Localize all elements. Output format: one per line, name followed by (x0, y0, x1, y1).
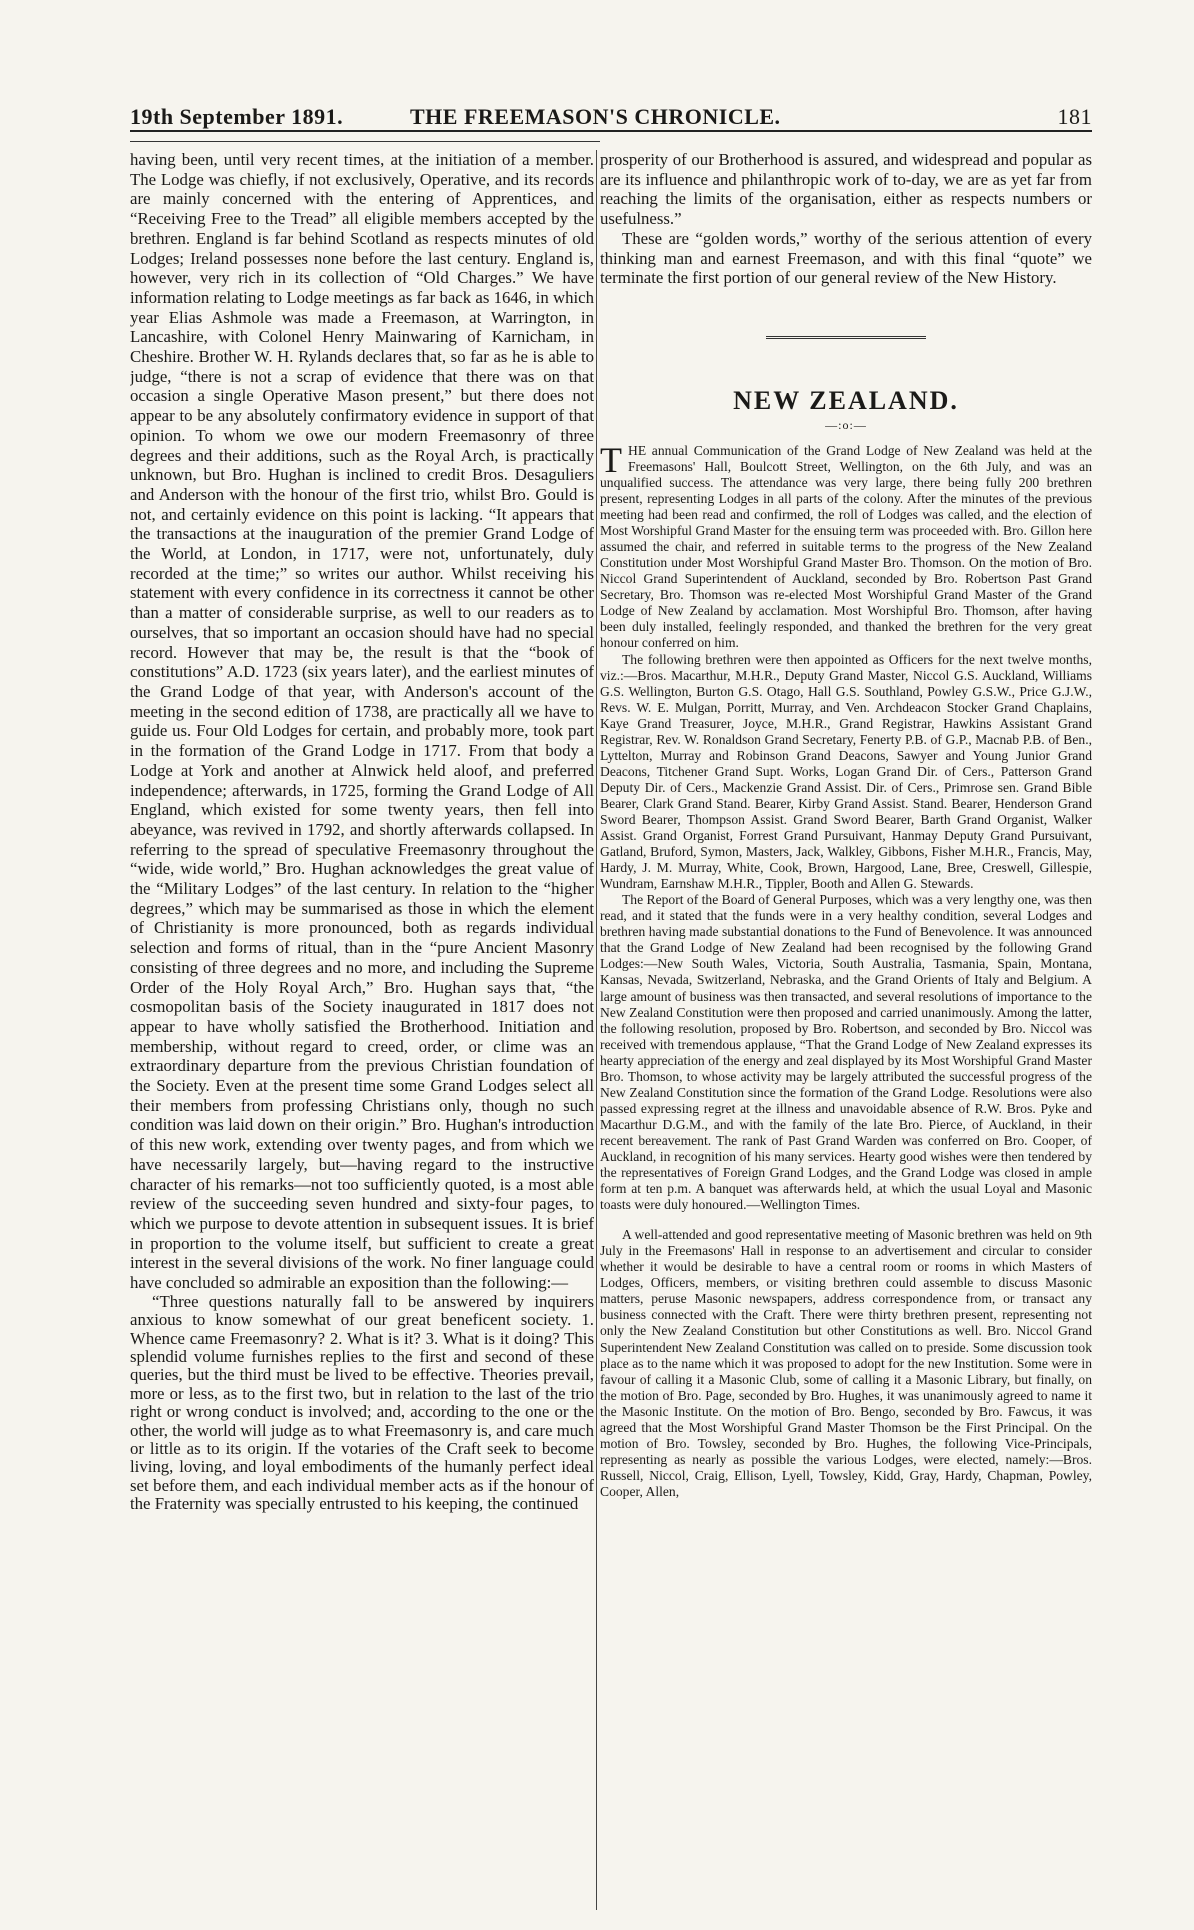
article-paragraph: These are “golden words,” worthy of the serious attention of every thinking man and earnest Freemason, and with this final “quote” we terminate the first portion of our general review of the New History. (600, 228, 1092, 288)
drop-cap: T (600, 439, 622, 480)
article-paragraph: prosperity of our Brotherhood is assured, and widespread and popular as are its influence and philanthropic work of to-day, we are as yet far from reaching the limits of the organisation, either as respects numbers or usefulness.” (600, 150, 1092, 229)
news-paragraph: A well-attended and good representative meeting of Masonic brethren was held on 9th July in the Freemasons' Hall in response to an advertisement and circular to consider whether it would be desirable to have a central room or rooms in which Masters of Lodges, Officers, members, or visiting brethren could assemble to discuss Masonic matters, peruse Masonic newspapers, address correspondence from, or transact any business connected with the Craft. There were thirty brethren present, representing not only the New Zealand Constitution but other Constitutions as well. Bro. Niccol Grand Superintendent New Zealand Constitution was called on to preside. Some discussion took place as to the name which it was proposed to adopt for the new Institution. Some were in favour of calling it a Masonic Club, some of calling it a Masonic Library, but finally, on the motion of Bro. Page, seconded by Bro. Hughes, it was unanimously agreed to name it the Masonic Institute. On the motion of Bro. Bengo, seconded by Bro. Fawcus, it was agreed that the Most Worshipful Grand Master Thomson be the First Principal. On the motion of Bro. Towsley, seconded by Bro. Hughes, the following Vice-Principals, representing as nearly as possible the various Lodges, were elected, namely:—Bros. Russell, Niccol, Craig, Ellison, Lyell, Towsley, Kidd, Gray, Hardy, Chapman, Powley, Cooper, Allen, (600, 1227, 1092, 1499)
section-rule (766, 336, 926, 342)
page-number: 181 (1057, 104, 1092, 129)
quoted-paragraph: “Three questions naturally fall to be answered by inquirers anxious to know somewhat of our great beneficent society. 1. Whence came Freemasonry? 2. What is it? 3. What is it doing? This splendid volume furnishes replies to the first and second of these queries, but the third must be lived to be effective. Theories prevail, more or less, as to the first two, but in relation to the last of the trio right or wrong conduct is involved; and, according to the one or the other, the world will judge as to what Freemasonry is, and care much or little as to its origin. If the votaries of the Craft seek to become living, loving, and loyal embodiments of the humanly perfect ideal set before them, and each individual member acts as if the honour of the Fraternity was specially entrusted to his keeping, the continued (130, 1291, 594, 1514)
news-paragraph: The Report of the Board of General Purposes, which was a very lengthy one, was then read, and it stated that the funds were in a very healthy condition, several Lodges and brethren having made substantial donations to the Fund of Benevolence. It was announced that the Grand Lodge of New Zealand had been recognised by the following Grand Lodges:—New South Wales, Victoria, South Australia, Tasmania, Spain, Montana, Kansas, Nevada, Switzerland, Nebraska, and the Grand Orients of Italy and Belgium. A large amount of business was then transacted, and several resolutions of importance to the New Zealand Constitution were then proposed and carried unanimously. Among the latter, the following resolution, proposed by Bro. Robertson, and seconded by Bro. Niccol was received with tremendous applause, “That the Grand Lodge of New Zealand expresses its hearty appreciation of the energy and zeal displayed by its Most Worshipful Grand Master Bro. Thomson, to whose activity may be largely attributed the successful progress of the New Zealand Constitution since the formation of the Grand Lodge. Resolutions were also passed expressing regret at the illness and unavoidable absence of R.W. Bros. Pyke and Macarthur D.G.M., and with the family of the late Bro. Pierce, of Auckland, in their recent bereavement. The rank of Past Grand Warden was conferred on Bro. Cooper, of Auckland, in recognition of his many services. Hearty good wishes were then tendered by the representatives of Foreign Grand Lodges, and the Grand Lodge was closed in ample form at ten p.m. A banquet was afterwards held, at which the usual Loyal and Masonic toasts were duly honoured.—Wellington Times. (600, 892, 1092, 1213)
left-column (130, 150, 594, 1910)
article-paragraph: having been, until very recent times, at the initiation of a member. The Lodge was chiefly, if not exclusively, Operative, and its records are mainly concerned with the entering of Apprentices, and “Receiving Free to the Tread” all eligible members accepted by the brethren. England is far behind Scotland as respects minutes of old Lodges; Ireland possesses none before the last century. England is, however, very rich in its collection of “Old Charges.” We have information relating to Lodge meetings as far back as 1646, in which year Elias Ashmole was made a Freemason, at Warrington, in Lancashire, with Colonel Henry Mainwaring of Karnicham, in Cheshire. Brother W. H. Rylands declares that, so far as he is able to judge, “there is not a scrap of evidence that there was on that occasion a single Operative Mason present,” but there does not appear to be any absolutely confirmatory evidence in support of that opinion. To whom we owe our modern Freemasonry of three degrees and their additions, such as the Royal Arch, is practically unknown, but Bro. Hughan is inclined to credit Bros. Desaguliers and Anderson with the honour of the first trio, whilst Bro. Gould is not, and certainly evidence on this point is lacking. “It appears that the transactions at the inauguration of the premier Grand Lodge of the World, at London, in 1717, were not, unfortunately, duly recorded at the time;” so writes our author. Whilst receiving his statement with every confidence in its correctness it cannot be other than a matter of considerable surprise, as well to our readers as to ourselves, that so important an occasion should have had no special record. However that may be, the result is that the “book of constitutions” A.D. 1723 (six years later), and the earliest minutes of the Grand Lodge of that year, with Anderson's account of the meeting in the second edition of 1738, are practically all we have to guide us. Four Old Lodges for certain, and probably more, took part in the formation of the Grand Lodge in 1717. From that body a Lodge at York and another at Alnwick held aloof, and preferred independence; afterwards, in 1725, forming the Grand Lodge of All England, which existed for some twenty years, then fell into abeyance, was revived in 1792, and shortly afterwards collapsed. In referring to the spread of speculative Freemasonry throughout the “wide, wide world,” Bro. Hughan acknowledges the great value of the “Military Lodges” of the last century. In relation to the “higher degrees,” which may be summarised as those in which the element of Christianity is more pronounced, both as regards individual selection and forms of ritual, than in the “pure Ancient Masonry consisting of three degrees and no more, and including the Supreme Order of the Holy Royal Arch,” Bro. Hughan says that, “the cosmopolitan basis of the Society inaugurated in 1817 does not appear to have wholly satisfied the Brotherhood. Initiation and membership, without regard to creed, order, or clime was an extraordinary departure from the previous Christian foundation of the Society. Even at the present time some Grand Lodges select all their members from professing Christians only, though no such condition was laid down on their origin.” Bro. Hughan's introduction of this new work, extending over twenty pages, and from which we have necessarily largely, but—having regard to the instructive character of his remarks—not too sufficiently quoted, is a most able review of the succeeding seven hundred and sixty-four pages, to which we purpose to devote attention in subsequent issues. It is brief in proportion to the volume itself, but sufficient to create a great interest in the several divisions of the work. No finer language could have concluded so admirable an exposition than the following:— (130, 150, 594, 1293)
news-paragraph-text: HE annual Communication of the Grand Lodge of New Zealand was held at the Freemasons' Hall, Boulcott Street, Wellington, on the 6th July, and was an unqualified success. The attendance was very large, there being fully 200 brethren present, representing Lodges in all parts of the colony. After the minutes of the previous meeting had been read and confirmed, the roll of Lodges was called, and the election of Most Worshipful Grand Master for the ensuing term was proceeded with. Bro. Gillon here assumed the chair, and referred in suitable terms to the progress of the New Zealand Constitution under Most Worshipful Grand Master Bro. Thomson. On the motion of Bro. Niccol Grand Superintendent of Auckland, seconded by Bro. Robertson Past Grand Secretary, Bro. Thomson was re-elected Most Worshipful Grand Master of the Grand Lodge of New Zealand by acclamation. Most Worshipful Bro. Thomson, after having been duly installed, feelingly responded, and thanked the brethren for the very great honour conferred on him. (600, 442, 1092, 651)
news-paragraph (600, 439, 1092, 652)
news-paragraph: The following brethren were then appointed as Officers for the next twelve months, viz.:—Bros. Macarthur, M.H.R., Deputy Grand Master, Niccol G.S. Auckland, Williams G.S. Wellington, Burton G.S. Otago, Hall G.S. Southland, Powley G.S.W., Price G.J.W., Revs. W. E. Mulgan, Porritt, Murray, and Ven. Archdeacon Stocker Grand Chaplains, Kaye Grand Treasurer, Joyce, M.H.R., Grand Registrar, Hawkins Assistant Grand Registrar, Rev. W. Ronaldson Grand Secretary, Fenerty P.B. of G.P., Macnab P.B. of Ben., Lyttelton, Murray and Robinson Grand Deacons, Sawyer and Young Junior Grand Deacons, Titchener Grand Supt. Works, Logan Grand Dir. of Cers., Patterson Grand Deputy Dir. of Cers., Mackenzie Grand Assist. Dir. of Cers., Primrose sen. Grand Bible Bearer, Clark Grand Stand. Bearer, Kirby Grand Assist. Stand. Bearer, Henderson Grand Sword Bearer, Thompson Assist. Grand Sword Bearer, Barth Grand Organist, Walker Assist. Grand Organist, Forrest Grand Pursuivant, Hanmay Deputy Grand Pursuivant, Gatland, Bruford, Symon, Masters, Jack, Walkley, Gibbons, Fisher M.H.R., Francis, May, Hardy, J. M. Murray, White, Cook, Brown, Hargood, Lane, Bree, Creswell, Gillespie, Wundram, Earnshaw M.H.R., Tippler, Booth and Allen G. Stewards. (600, 651, 1092, 892)
top-rule (130, 141, 600, 142)
publication-title: THE FREEMASON'S CHRONICLE. (410, 104, 781, 129)
right-column (600, 150, 1092, 1910)
section-title: NEW ZEALAND. (733, 385, 959, 415)
column-divider (596, 150, 597, 1910)
title-ornament: —:o:— (825, 417, 867, 432)
issue-date: 19th September 1891. (130, 104, 344, 129)
page-header (130, 90, 1092, 132)
spacer (600, 1213, 1092, 1227)
